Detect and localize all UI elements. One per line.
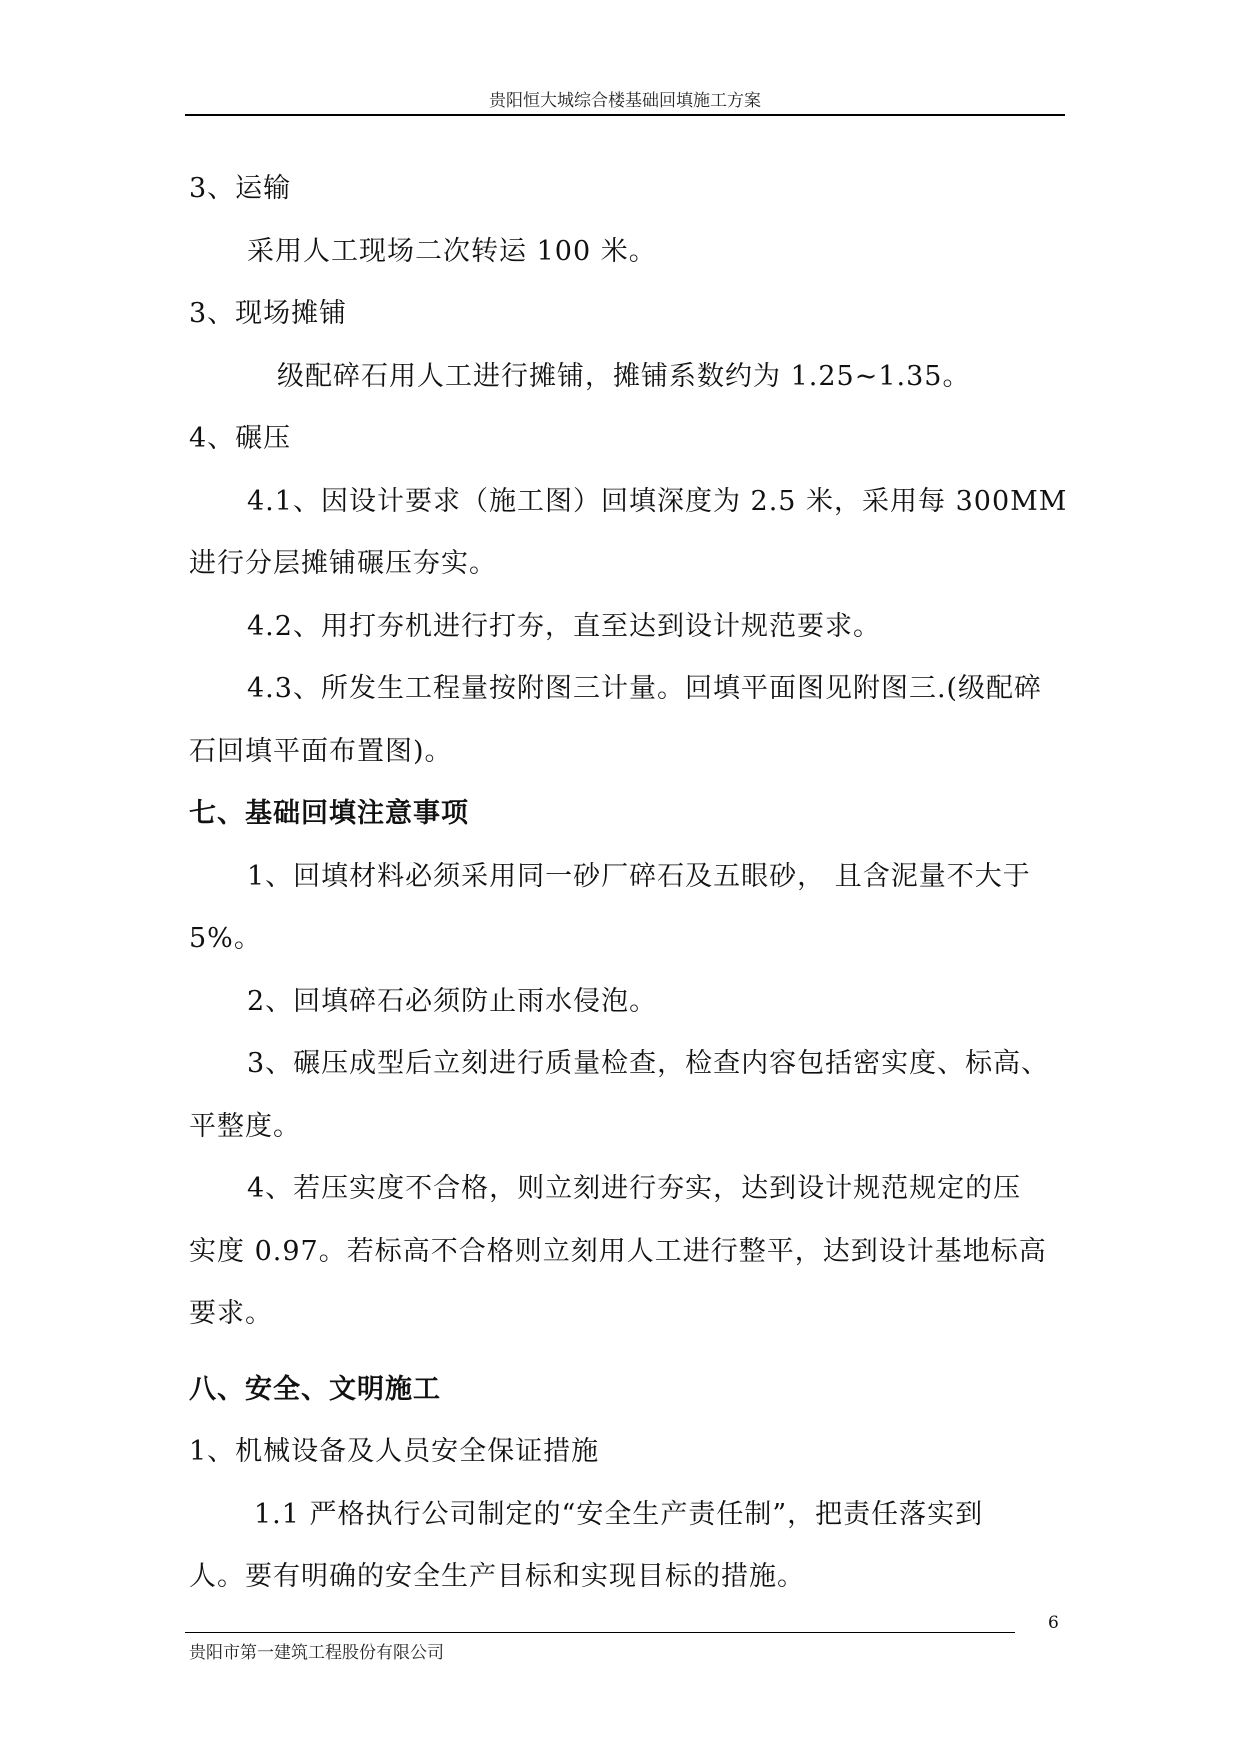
page-header-title: 贵阳恒大城综合楼基础回填施工方案	[489, 91, 761, 111]
section-heading-spreading: 3、现场摊铺	[189, 298, 348, 329]
notice-3-line-1: 3、碾压成型后立刻进行质量检查，检查内容包括密实度、标高、	[247, 1048, 1050, 1079]
paragraph-4-3-line-2: 石回填平面布置图)。	[189, 736, 453, 767]
paragraph-1-1-line-2: 人。要有明确的安全生产目标和实现目标的措施。	[189, 1561, 805, 1592]
section-heading-transport: 3、运输	[189, 173, 292, 204]
section-heading-8: 八、安全、文明施工	[189, 1374, 441, 1405]
header-rule	[185, 114, 1065, 116]
paragraph-transport: 采用人工现场二次转运 100 米。	[247, 236, 657, 267]
notice-2: 2、回填碎石必须防止雨水侵泡。	[247, 986, 658, 1017]
notice-4-line-2: 实度 0.97。若标高不合格则立刻用人工进行整平，达到设计基地标高	[189, 1236, 1047, 1267]
notice-4-line-3: 要求。	[189, 1298, 273, 1329]
paragraph-4-2: 4.2、用打夯机进行打夯，直至达到设计规范要求。	[247, 611, 881, 642]
subsection-heading-1: 1、机械设备及人员安全保证措施	[189, 1436, 600, 1467]
paragraph-4-1-line-2: 进行分层摊铺碾压夯实。	[189, 548, 497, 579]
paragraph-1-1-line-1: 1.1 严格执行公司制定的“安全生产责任制”，把责任落实到	[254, 1499, 984, 1530]
notice-1-line-1: 1、回填材料必须采用同一砂厂碎石及五眼砂， 且含泥量不大于	[247, 861, 1031, 892]
footer-company: 贵阳市第一建筑工程股份有限公司	[189, 1643, 444, 1663]
footer-rule	[185, 1632, 1015, 1633]
section-heading-7: 七、基础回填注意事项	[189, 798, 469, 829]
notice-3-line-2: 平整度。	[189, 1111, 301, 1142]
paragraph-spreading: 级配碎石用人工进行摊铺，摊铺系数约为 1.25~1.35。	[277, 361, 971, 392]
page-number: 6	[1048, 1613, 1059, 1633]
section-heading-compaction: 4、碾压	[189, 423, 292, 454]
paragraph-4-3-line-1: 4.3、所发生工程量按附图三计量。回填平面图见附图三.(级配碎	[247, 673, 1043, 704]
paragraph-4-1-line-1: 4.1、因设计要求（施工图）回填深度为 2.5 米，采用每 300MM	[247, 486, 1068, 517]
notice-4-line-1: 4、若压实度不合格，则立刻进行夯实，达到设计规范规定的压	[247, 1173, 1022, 1204]
notice-1-line-2: 5%。	[189, 923, 262, 954]
